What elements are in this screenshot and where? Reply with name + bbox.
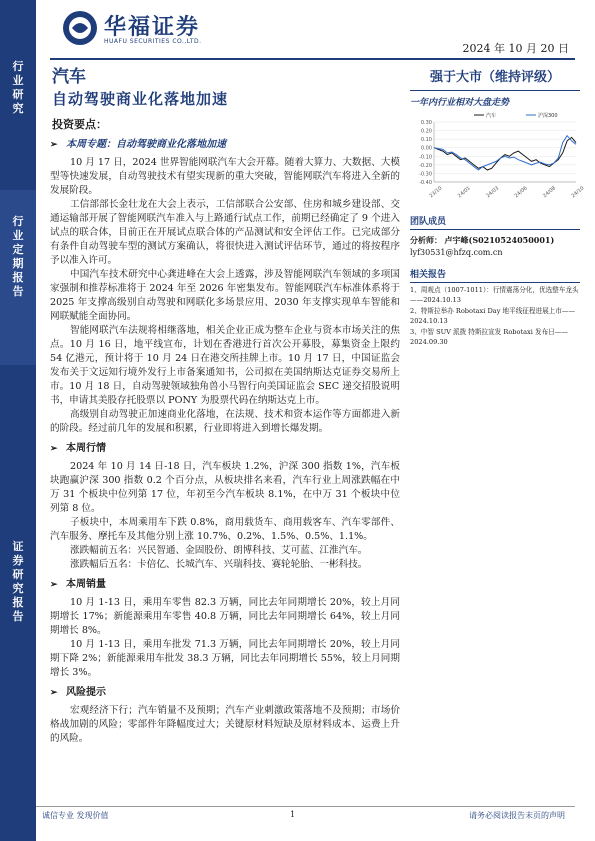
y-tick-label: -0.20	[419, 162, 432, 169]
analyst-email[interactable]: lyf30531@hfzq.com.cn	[410, 248, 503, 257]
footer-right: 请务必阅读报告末页的声明	[469, 811, 565, 820]
footer-divider	[36, 806, 575, 807]
paragraph: 2024 年 10 月 14 日-18 日，汽车板块 1.2%，沪深 300 指数 1%，汽车板块跑赢沪深 300 指数 0.2 个百分点，从板块排名来看，汽车行业上周涨跌幅在中万 31 个板块中位列第 17 位，年初至今汽车板块 8.1%，在中万 31 个板块中位列第 8 位。	[50, 461, 400, 514]
arrow-icon: ➢	[50, 688, 58, 698]
y-tick-label: 0.10	[420, 137, 432, 144]
y-tick-label: 0.20	[420, 128, 432, 135]
section-header-topic	[50, 138, 400, 152]
analyst-block	[410, 234, 580, 259]
x-tick-label: 23/10	[428, 185, 444, 200]
arrow-icon: ➢	[50, 140, 58, 150]
legend-label: 汽车	[486, 113, 497, 119]
x-tick-label: 24/06	[513, 185, 529, 200]
section-title: 风险提示	[66, 687, 106, 698]
paragraph: 涨跌幅后五名：卡倍亿、长城汽车、兴瑞科技、赛轮轮胎、一彬科技。	[70, 559, 368, 570]
report-date: 2024 年 10 月 20 日	[462, 42, 569, 55]
paragraph: 宏观经济下行；汽车销量不及预期；汽车产业刺激政策落地不及预期；市场价格战加剧的风险；零部件年降幅度过大；关键原材料短缺及原材料成本、运费上升的风险。	[50, 705, 400, 744]
section-header-market	[50, 442, 400, 456]
key-points-label: 投资要点：	[52, 118, 107, 131]
x-tick-label: 24/10	[570, 185, 586, 200]
sidebar-label-securities-report: 证券研究报告	[12, 540, 24, 623]
x-tick-label: 24/01	[456, 185, 472, 200]
x-tick-label: 24/03	[485, 185, 501, 200]
related-reports-title: 相关报告	[410, 267, 580, 283]
paragraph: 智能网联汽车法规将相继落地，相关企业正成为整车企业与资本市场关注的焦点。10 月 16 日，地平线宣布，计划在香港进行首次公开募股，募集资金上限约 54 亿港元，预计将于 10 月 24 日在港交所挂牌上市。10 月 17 日，中国证监会发布关于文远知行境外发行上市备案通知书，公司拟在美国纳斯达克证券交易所上市。10 月 18 日，自动驾驶领域独角兽小马智行向美国证监会 SEC 递交招股说明书，申请其美股存托股票以 PONY 为股票代码在纳斯达克上市。	[50, 325, 400, 406]
section-header-sales	[50, 578, 400, 592]
header-divider	[50, 58, 575, 60]
relative-performance-chart	[410, 110, 586, 202]
rating-divider	[410, 90, 580, 91]
arrow-icon: ➢	[50, 444, 58, 454]
footer-left: 诚信专业 发现价值	[42, 811, 109, 820]
section-title: 本周专题：自动驾驶商业化落地加速	[66, 139, 226, 150]
x-tick-label: 24/08	[542, 185, 557, 200]
y-tick-label: -0.40	[419, 180, 432, 186]
related-reports-list	[410, 285, 580, 347]
related-report-item[interactable]: 1、周观点（1007-1011）：行情震荡分化，优选整车龙头——2024.10.13	[410, 286, 579, 304]
report-headline: 自动驾驶商业化落地加速	[52, 90, 229, 108]
logo-text-cn: 华福证券	[104, 15, 201, 40]
related-report-item[interactable]: 2、特斯拉举办 Robotaxi Day 地平线征程进展上市——2024.10.13	[410, 307, 576, 325]
legend-label: 沪深300	[538, 113, 558, 119]
section-title: 本周销量	[66, 579, 106, 590]
arrow-icon: ➢	[50, 580, 58, 590]
rating-label: 强于大市（维持评级）	[429, 70, 560, 85]
sidebar-label-industry-research: 行业研究	[12, 60, 24, 115]
section-title: 本周行情	[66, 443, 106, 454]
paragraph: 子板块中，本周乘用车下跌 0.8%，商用载货车、商用载客车、汽车零部件、汽车服务、摩托车及其他分别上涨 10.7%、0.2%、1.5%、0.5%、1.1%。	[50, 517, 400, 542]
sidebar-label-periodic-report: 行业定期报告	[12, 215, 24, 298]
paragraph: 高级别自动驾驶正加速商业化落地，在法规、技术和资本运作等方面都进入新的阶段。经过前几年的发展和积累，行业即将进入到增长爆发期。	[50, 409, 400, 434]
y-tick-label: 0.00	[420, 145, 432, 152]
section-header-risk	[50, 686, 400, 700]
paragraph: 中国汽车技术研究中心龚进峰在大会上透露，涉及智能网联汽车领域的多项国家强制和推荐标准将于 2024 年至 2026 年密集发布。智能网联汽车标准体系将于 2025 年支撑高级别自动驾驶和网联化多场景应用、2030 年支撑实现单车智能和网联赋能全面协同。	[50, 269, 400, 322]
industry-title: 汽车	[52, 67, 86, 87]
paragraph: 工信部部长金壮龙在大会上表示，工信部联合公安部、住房和城乡建设部、交通运输部开展了智能网联汽车准入与上路通行试点工作，前期已经确定了 9 个进入试点的联合体，目前正在开展试点联合体的产品测试和安全评估工作。已完成部分有条件自动驾驶车型的测试方案确认，将很快进入测试评估环节，通过的将按程序予以准入许可。	[50, 199, 400, 266]
analyst-label: 分析师：	[410, 235, 442, 245]
y-tick-label: -0.30	[419, 171, 432, 178]
paragraph: 10 月 17 日，2024 世界智能网联汽车大会开幕。随着大算力、大数据、大模型等快速发展，自动驾驶技术有望实现新的重大突破，智能网联汽车将进入全新的发展阶段。	[50, 157, 400, 196]
logo-text-en: HUAFU SECURITIES CO.,LTD.	[104, 38, 202, 45]
related-report-item[interactable]: 3、中智 SUV 派拨 特斯拉宣发 Robotaxi 发布日——2024.09.30	[410, 328, 568, 346]
logo-icon	[62, 10, 98, 46]
team-title: 团队成员	[410, 214, 580, 230]
y-tick-label: 0.30	[420, 120, 432, 126]
page-number: 1	[290, 810, 296, 819]
analyst-name: 卢宇峰(S0210524050001)	[444, 235, 555, 245]
paragraph: 10 月 1-13 日，乘用车零售 82.3 万辆，同比去年同期增长 20%，较上月同期增长 17%；新能源乘用车零售 40.8 万辆，同比去年同期增长 64%，较上月同期增长 8%。	[50, 597, 400, 636]
y-tick-label: -0.10	[419, 154, 432, 161]
main-content	[50, 132, 400, 746]
paragraph: 10 月 1-13 日，乘用车批发 71.3 万辆，同比去年同期增长 20%，较上月同期下降 2%；新能源乘用车批发 38.3 万辆，同比去年同期增长 55%，较上月同期增长 3%。	[50, 639, 400, 678]
paragraph: 涨跌幅前五名：兴民智通、金固股份、朗博科技、艾可蓝、江淮汽车。	[70, 545, 368, 556]
right-column	[410, 62, 586, 348]
chart-title: 一年内行业相对大盘走势	[410, 98, 510, 108]
